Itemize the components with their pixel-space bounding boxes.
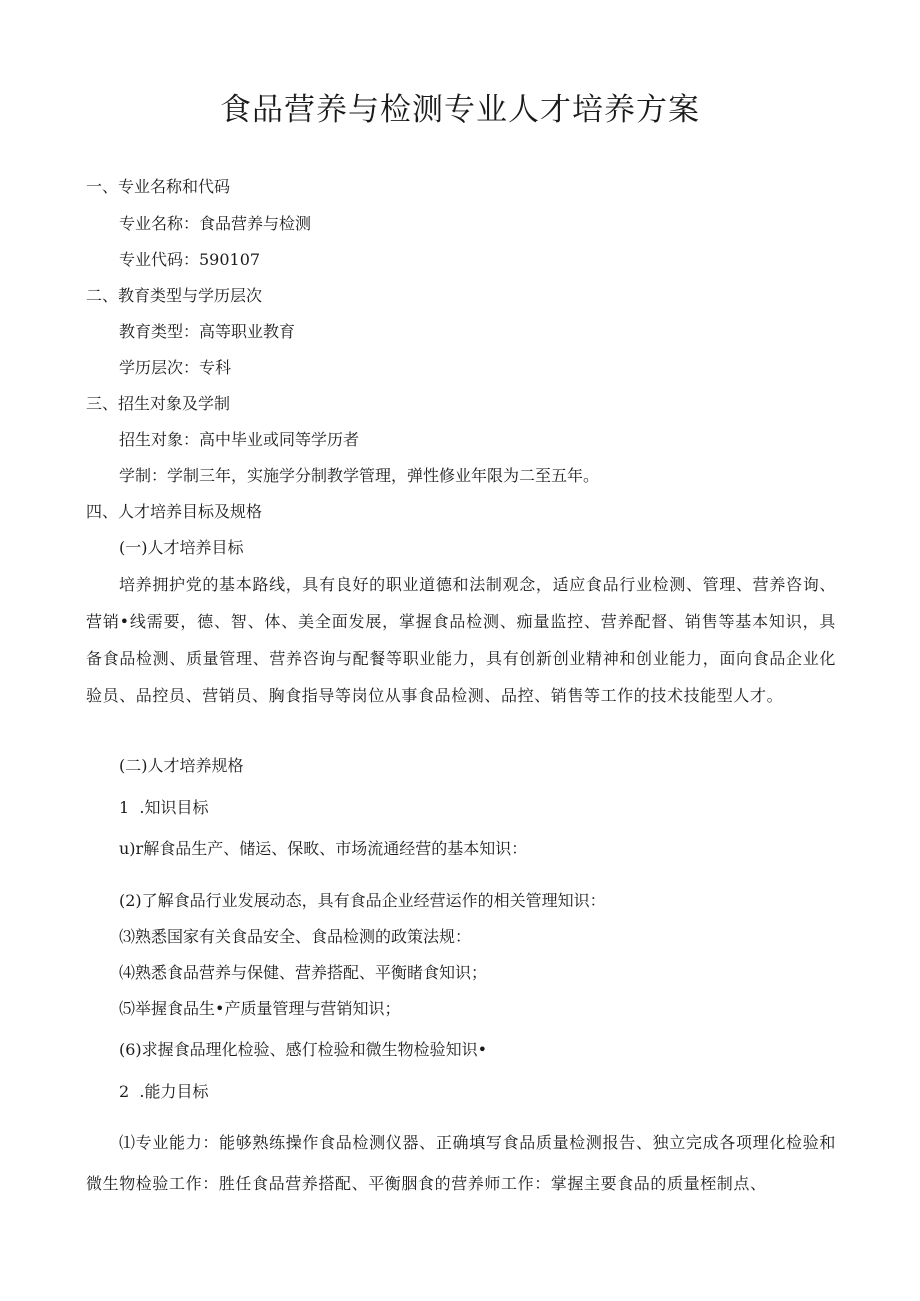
goal-paragraph: 培养拥护党的基本路线，具有良好的职业道德和法制观念，适应食品行业检测、管理、营养咨询、营销•线需要，德、智、体、美全面发展，掌握食品检测、痂量监控、营养配督、销售等基本知识，具备食品检测、质量管理、营养咨询与配餐等职业能力，具有创新创业精神和创业能力，面向食品企业化验员、品控员、营销员、胸食指导等岗位从事食品检测、品控、销售等工作的技术技能型人才。 [86, 575, 836, 705]
subsection-heading-goal: (一)人才培养目标 [119, 538, 244, 557]
section-heading-2: 二、教育类型与学历层次 [86, 286, 263, 305]
ability-paragraph: ⑴专业能力：能够熟练操作食品检测仪器、正确填写食品质量检测报告、独立完成各项理化检验和微生物检验工作：胜任食品营养搭配、平衡胭食的营养师工作：掌握主要食品的质量桎制点、 [86, 1133, 836, 1193]
education-level: 学历层次：专科 [119, 358, 232, 377]
education-type: 教育类型：高等职业教育 [119, 322, 296, 341]
knowledge-item-5: ⑸举握食品生•产质量管理与营销知识； [119, 999, 401, 1018]
section-heading-3: 三、招生对象及学制 [86, 394, 231, 413]
knowledge-item-2: (2)了解食品行业发展动态，具有食品企业经营运作的相关管理知识： [119, 891, 606, 910]
ability-heading: 2 .能力目标 [119, 1082, 209, 1101]
knowledge-item-1: u)r解食品生产、储运、保畋、市场流通经营的基本知识： [119, 839, 528, 858]
section-heading-1: 一、专业名称和代码 [86, 177, 231, 196]
knowledge-item-6: (6)求握食品理化检验、感仃检验和微生物检验知识• [119, 1040, 488, 1059]
major-name: 专业名称：食品营养与检测 [119, 214, 312, 233]
enrollment-target: 招生对象：高中毕业或同等学历者 [119, 430, 360, 449]
subsection-heading-spec: (二)人才培养规格 [119, 756, 244, 775]
major-code: 专业代码：590107 [119, 250, 261, 269]
study-duration: 学制：学制三年，实施学分制教学管理，弹性修业年限为二至五年。 [119, 466, 600, 485]
knowledge-heading: 1 .知识目标 [119, 798, 209, 817]
section-heading-4: 四、人才培养目标及规格 [86, 502, 263, 521]
document-title: 食品营养与检测专业人才培养方案 [220, 92, 700, 128]
knowledge-item-4: ⑷熟悉食品营养与保健、营养搭配、平衡睹食知识； [119, 963, 488, 982]
knowledge-item-3: ⑶熟悉国家有关食品安全、食品检测的政策法规： [119, 927, 472, 946]
